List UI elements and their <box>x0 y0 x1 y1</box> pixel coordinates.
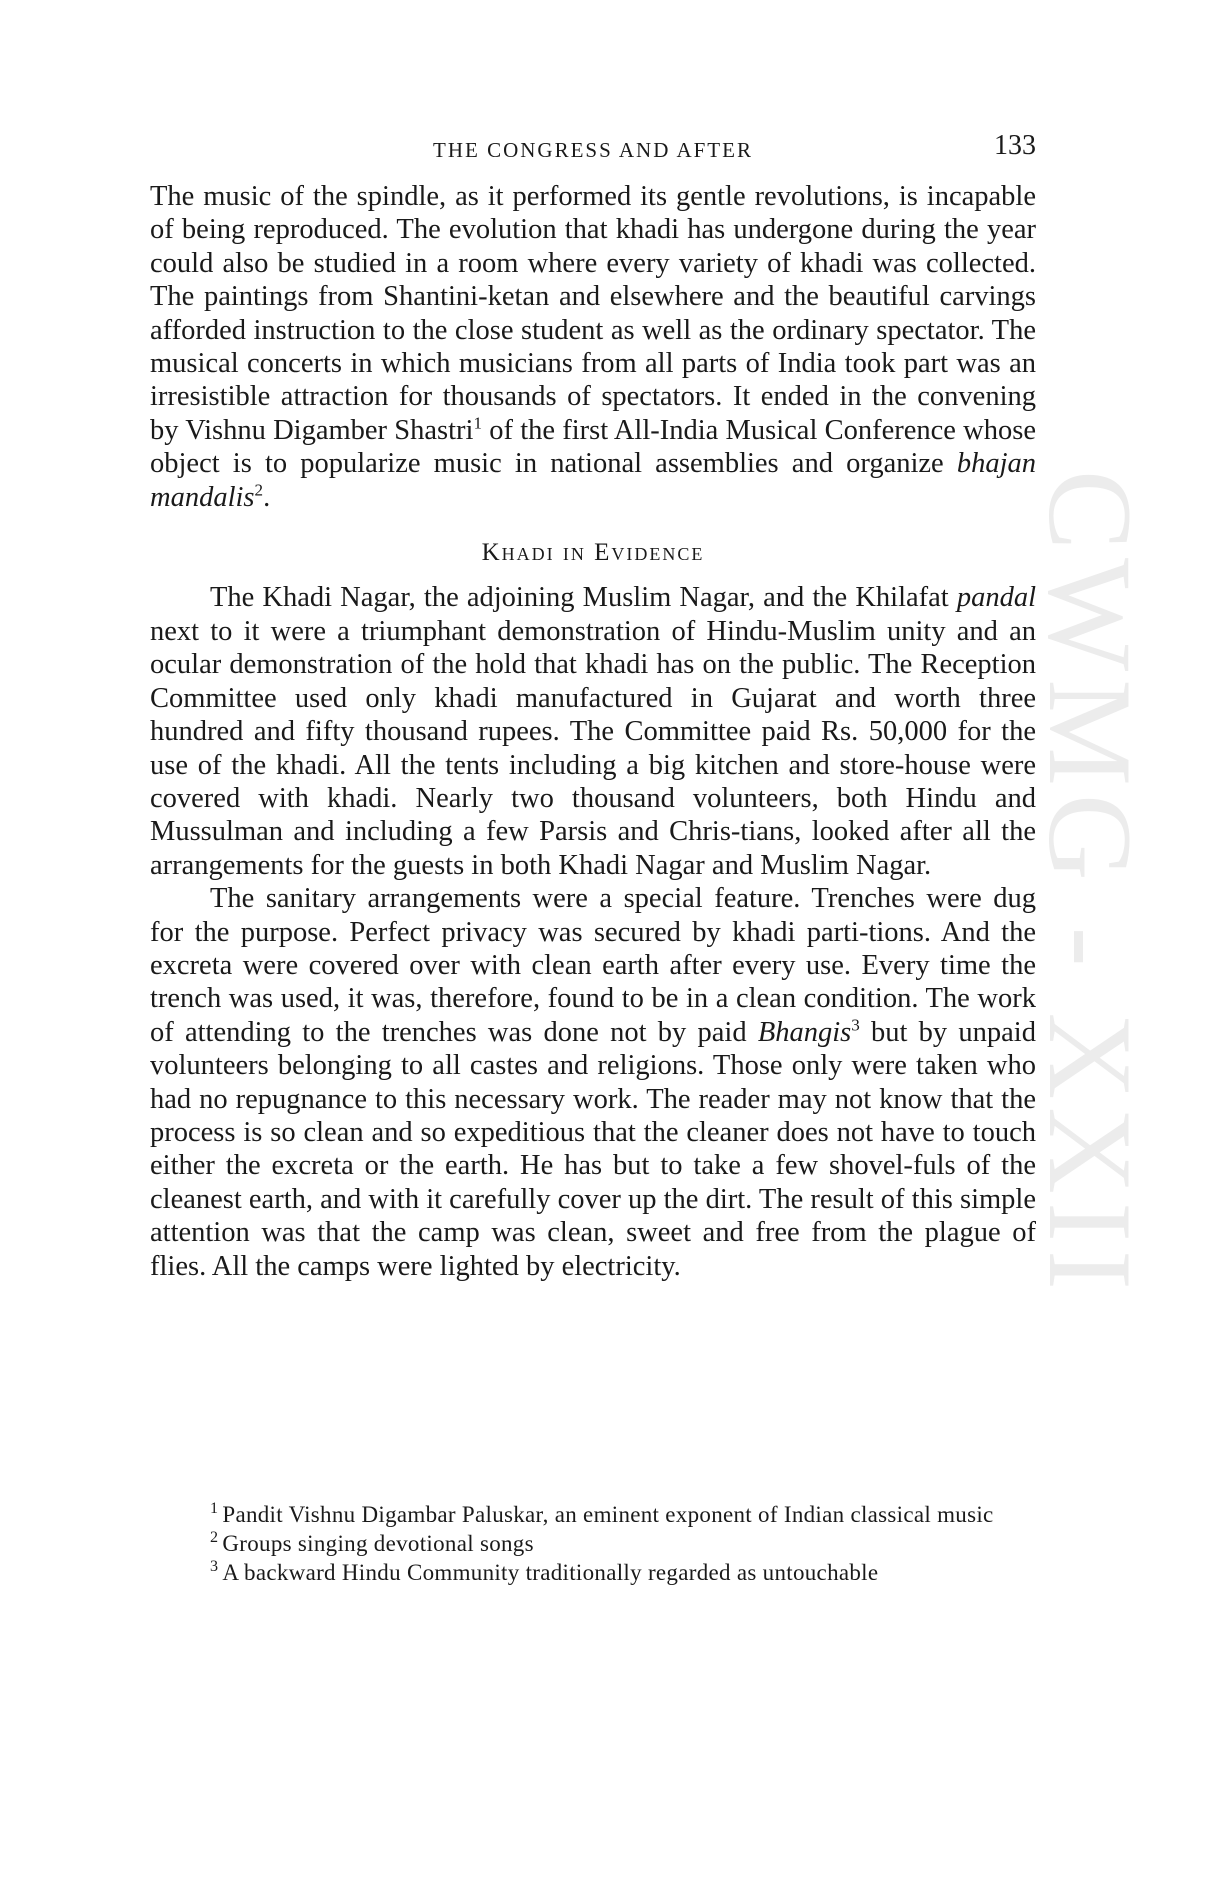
footnote-text: Groups singing devotional songs <box>222 1531 534 1556</box>
italic-term: bhajan mandalis <box>150 448 1036 513</box>
footnote-mark: 3 <box>210 1558 219 1576</box>
paragraph-text: next to it were a triumphant demonstration of Hindu-Muslim unity and an ocular demonstration of the hold that khadi has on the public. The Reception Committee used only khadi manufactured in Gujarat and worth three hundred and fifty thousand rupees. The Committee paid Rs. 50,000 for the use of the khadi. All the tents including a big kitchen and store-house were covered with khadi. Nearly two thousand volunteers, both Hindu and Mussulman and including a few Parsis and Chris-tians, looked after all the arrangements for the guests in both Khadi Nagar and Muslim Nagar. <box>150 615 1036 881</box>
footnote-3 <box>160 1558 1050 1587</box>
paragraph-text: . <box>263 481 271 513</box>
page-number: 133 <box>994 130 1036 161</box>
footnote-mark: 2 <box>210 1529 219 1547</box>
footnote-text: Pandit Vishnu Digambar Paluskar, an eminent exponent of Indian classical music <box>222 1502 994 1527</box>
italic-term: pandal <box>956 582 1036 614</box>
footnote-ref-2: 2 <box>254 480 264 500</box>
footnote-ref-3: 3 <box>851 1015 860 1035</box>
paragraph-text: of the first All-India Musical Conference whose object is to popularize music in national assemblies and organize <box>150 414 1036 480</box>
section-heading: Khadi in Evidence <box>481 539 705 567</box>
running-head <box>150 130 1036 170</box>
paragraph-text: The sanitary arrangements were a special feature. Trenches were dug for the purpose. Perfect privacy was secured by khadi parti-tions. And the excreta were covered over with clean earth after every use. Every time the trench was used, it was, therefore, found to be in a clean condition. The work of attending to the trenches was done not by paid <box>150 883 1036 1048</box>
paragraph-khadi-nagar <box>150 581 1036 882</box>
running-title: THE CONGRESS AND AFTER <box>433 138 753 162</box>
paragraph-text: The Khadi Nagar, the adjoining Muslim Nagar, and the Khilafat <box>210 582 957 614</box>
italic-term: Bhangis <box>757 1016 852 1048</box>
footnote-ref-1: 1 <box>473 413 482 433</box>
footnote-text: A backward Hindu Community traditionally regarded as untouchable <box>222 1560 879 1585</box>
footnote-2 <box>160 1529 1050 1558</box>
footnotes <box>160 1500 1050 1587</box>
paragraph-text: but by unpaid volunteers belonging to all castes and religions. Those only were taken who had no repugnance to this necessary work. The reader may not know that the process is so clean and so expeditious that the cleaner does not have to touch either the excreta or the earth. He has but to take a few shovel-fuls of the cleanest earth, and with it carefully cover up the dirt. The result of this simple attention was that the camp was clean, sweet and free from the plague of flies. All the camps were lighted by electricity. <box>150 1016 1036 1282</box>
footnote-1 <box>160 1500 1050 1529</box>
footnote-mark: 1 <box>210 1500 219 1518</box>
watermark: CWMG - XXII <box>1024 470 1157 1298</box>
body-text <box>150 180 1036 1283</box>
paragraph-sanitary <box>150 882 1036 1283</box>
paragraph-music <box>150 180 1036 514</box>
paragraph-text: The music of the spindle, as it performed its gentle revolutions, is incapable of being reproduced. The evolution that khadi has undergone during the year could also be studied in a room where every variety of khadi was collected. The paintings from Shantini-ketan and elsewhere and the beautiful carvings afforded instruction to the close student as well as the ordinary spectator. The musical concerts in which musicians from all parts of India took part was an irresistible attraction for thousands of spectators. It ended in the convening by Vishnu Digamber Shastri <box>150 181 1036 446</box>
